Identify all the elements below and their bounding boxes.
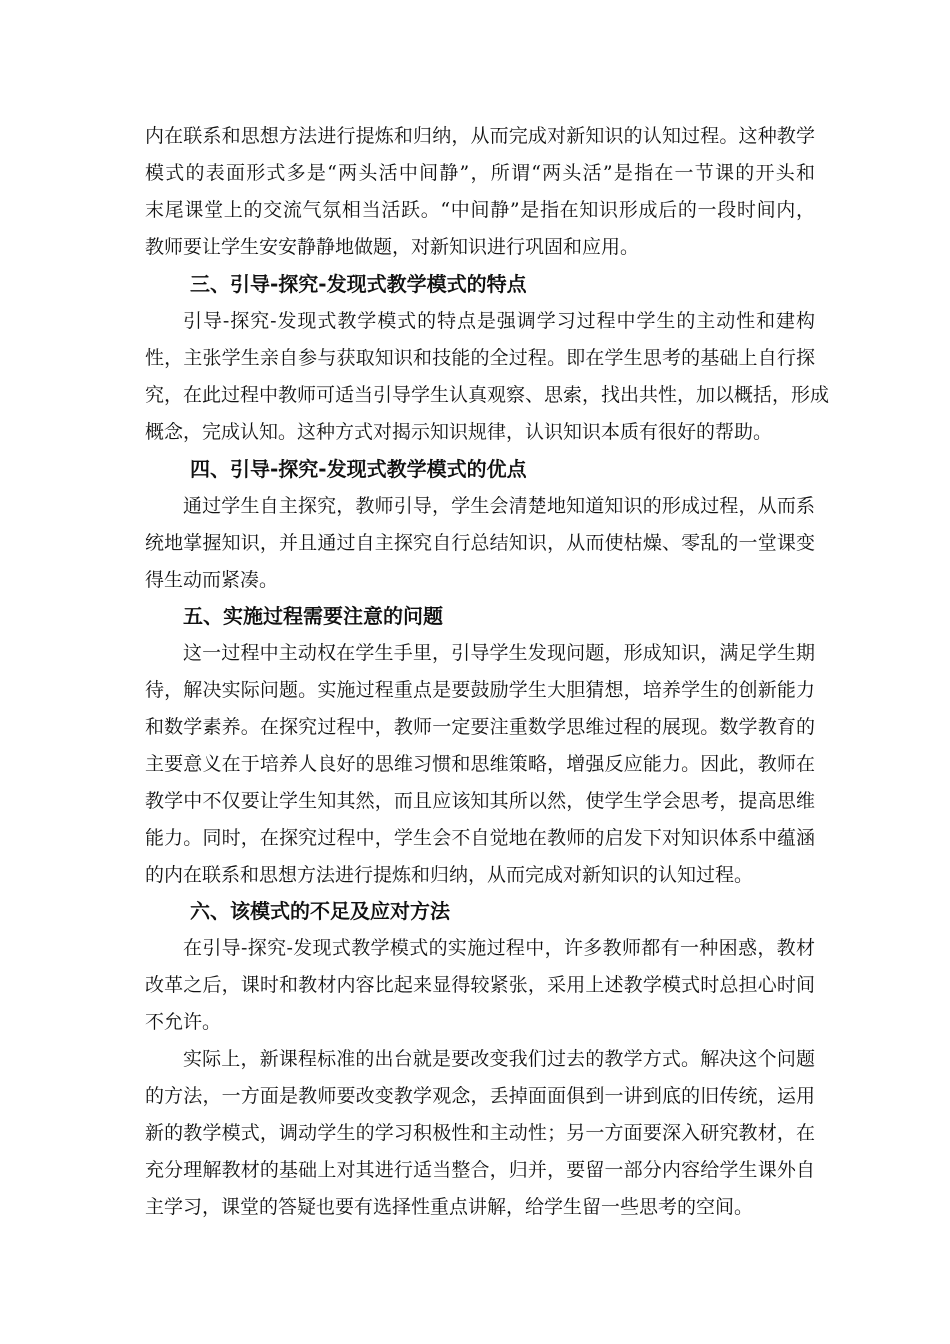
paragraph-line: 待，解决实际问题。实施过程重点是要鼓励学生大胆猜想，培养学生的创新能力 <box>145 679 815 701</box>
paragraph-line: 和数学素养。在探究过程中，教师一定要注重数学思维过程的展现。数学教育的 <box>145 716 815 738</box>
paragraph-line: 引导-探究-发现式教学模式的特点是强调学习过程中学生的主动性和建构 <box>183 310 815 332</box>
paragraph-line: 性，主张学生亲自参与获取知识和技能的全过程。即在学生思考的基础上自行探 <box>145 347 815 369</box>
paragraph-line: 的内在联系和思想方法进行提炼和归纳，从而完成对新知识的认知过程。 <box>145 864 754 886</box>
paragraph-line: 通过学生自主探究，教师引导，学生会清楚地知道知识的形成过程，从而系 <box>183 495 815 517</box>
paragraph-line: 末尾课堂上的交流气氛相当活跃。“中间静”是指在知识形成后的一段时间内， <box>145 199 815 221</box>
paragraph-line: 主学习，课堂的答疑也要有选择性重点讲解，给学生留一些思考的空间。 <box>145 1196 754 1218</box>
paragraph-line: 能力。同时，在探究过程中，学生会不自觉地在教师的启发下对知识体系中蕴涵 <box>145 827 815 849</box>
section-heading: 五、实施过程需要注意的问题 <box>183 604 443 628</box>
paragraph-line: 这一过程中主动权在学生手里，引导学生发现问题，形成知识，满足学生期 <box>183 642 815 664</box>
paragraph-line: 新的教学模式，调动学生的学习积极性和主动性；另一方面要深入研究教材，在 <box>145 1122 815 1144</box>
paragraph-line: 得生动而紧凑。 <box>145 569 279 591</box>
section-heading: 四、引导-探究-发现式教学模式的优点 <box>190 457 527 481</box>
paragraph-line: 充分理解教材的基础上对其进行适当整合，归并，要留一部分内容给学生课外自 <box>145 1159 815 1181</box>
paragraph-line: 教学中不仅要让学生知其然，而且应该知其所以然，使学生学会思考，提高思维 <box>145 790 815 812</box>
paragraph-line: 模式的表面形式多是“两头活中间静”，所谓“两头活”是指在一节课的开头和 <box>145 162 815 184</box>
paragraph-line: 概念，完成认知。这种方式对揭示知识规律，认识知识本质有很好的帮助。 <box>145 421 773 443</box>
section-heading: 三、引导-探究-发现式教学模式的特点 <box>190 272 527 296</box>
paragraph-line: 究，在此过程中教师可适当引导学生认真观察、思索，找出共性，加以概括，形成 <box>145 384 830 406</box>
paragraph-line: 内在联系和思想方法进行提炼和归纳，从而完成对新知识的认知过程。这种教学 <box>145 125 815 147</box>
section-heading: 六、该模式的不足及应对方法 <box>190 899 450 923</box>
paragraph-line: 实际上，新课程标准的出台就是要改变我们过去的教学方式。解决这个问题 <box>183 1048 815 1070</box>
paragraph-line: 统地掌握知识，并且通过自主探究自行总结知识，从而使枯燥、零乱的一堂课变 <box>145 532 815 554</box>
paragraph-line: 的方法，一方面是教师要改变教学观念，丢掉面面俱到一讲到底的旧传统，运用 <box>145 1085 815 1107</box>
paragraph-line: 改革之后，课时和教材内容比起来显得较紧张，采用上述教学模式时总担心时间 <box>145 974 815 996</box>
paragraph-line: 教师要让学生安安静静地做题，对新知识进行巩固和应用。 <box>145 236 640 258</box>
paragraph-line: 主要意义在于培养人良好的思维习惯和思维策略，增强反应能力。因此，教师在 <box>145 753 815 775</box>
paragraph-line: 不允许。 <box>145 1011 222 1033</box>
paragraph-line: 在引导-探究-发现式教学模式的实施过程中，许多教师都有一种困惑，教材 <box>183 937 815 959</box>
